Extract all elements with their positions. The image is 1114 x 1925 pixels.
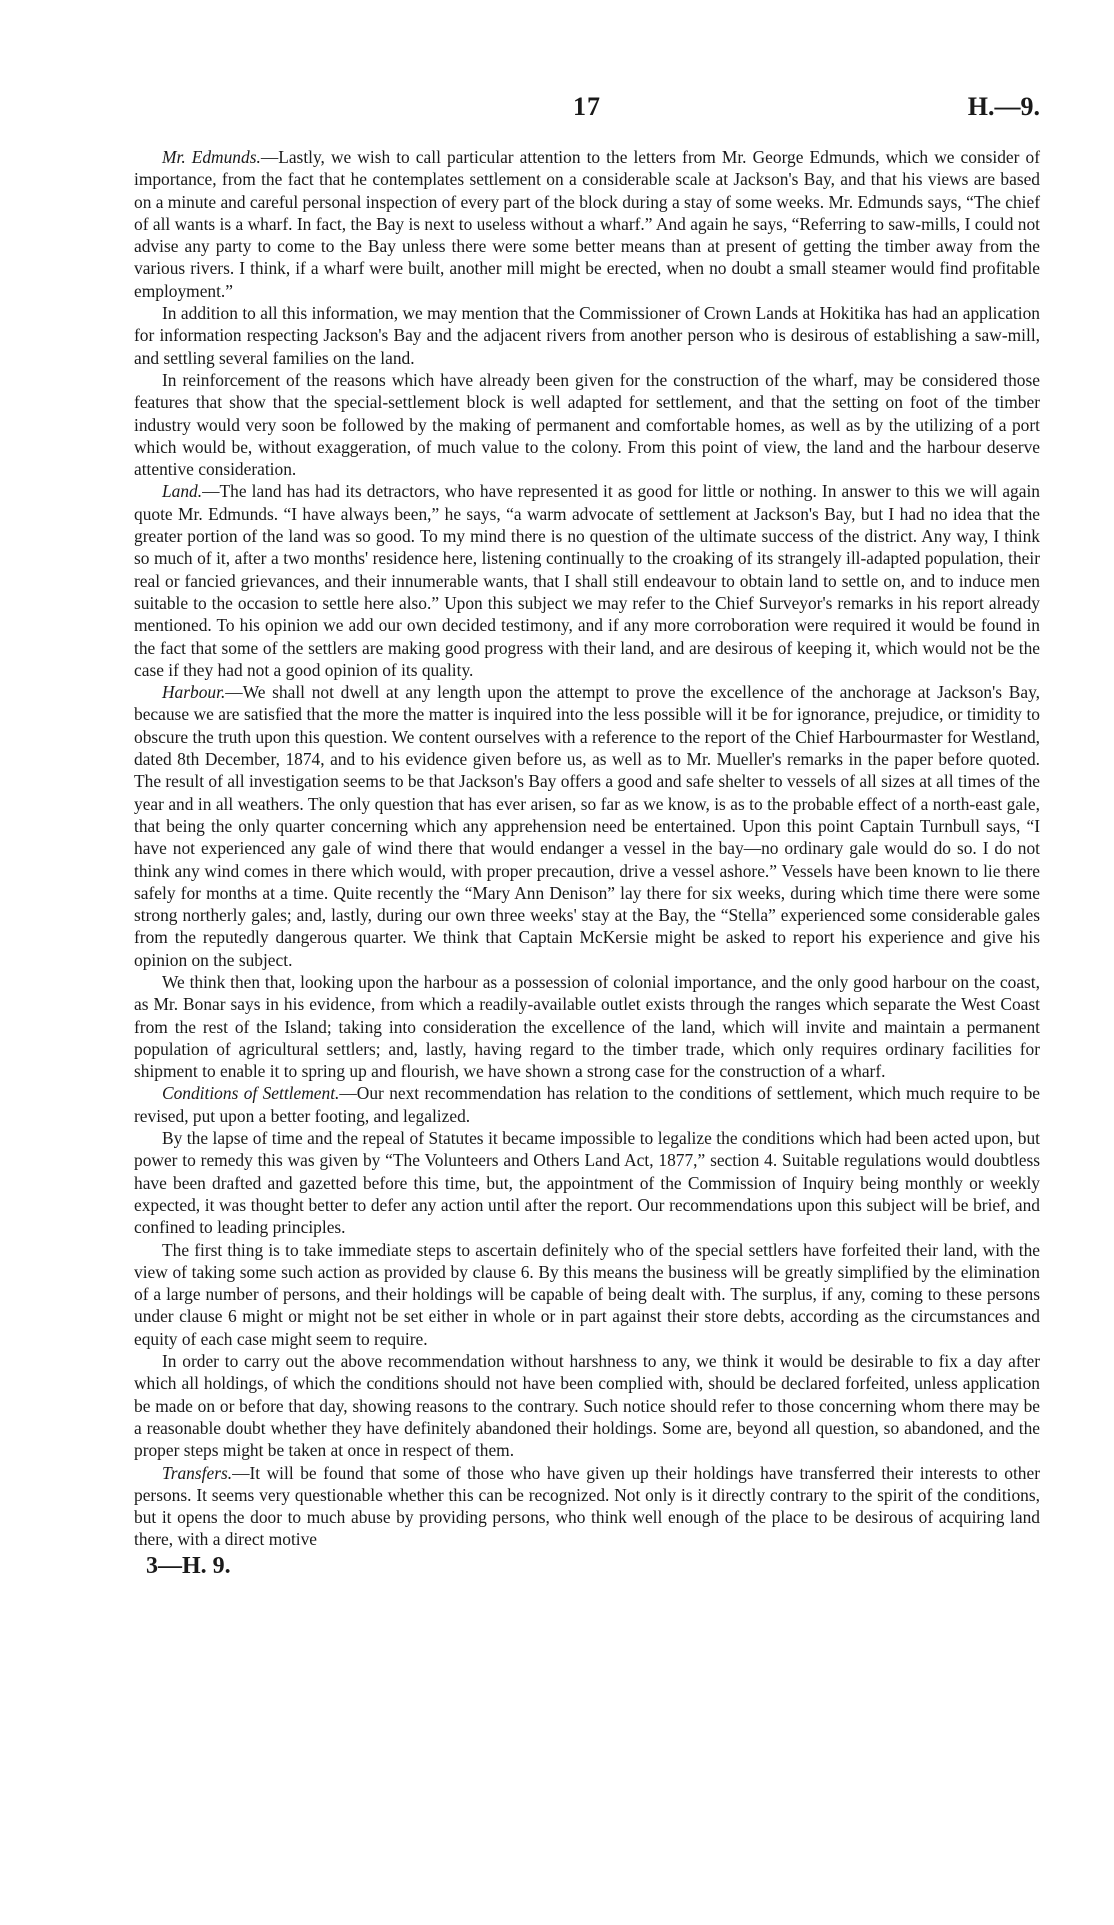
paragraph-lead: Land.: [162, 481, 203, 502]
paragraph-hokitika: [134, 302, 1040, 369]
paragraph-statutes: [134, 1127, 1040, 1238]
paragraph-transfers: [134, 1462, 1040, 1551]
paragraph-text: The first thing is to take immediate steps to ascertain definitely who of the special settlers have forfeited their land, with the view of taking some such action as provided by clause 6. By this means the business will be greatly simplified by the elimination of a large number of persons, and their holdings will be capable of being dealt with. The surplus, if any, coming to these persons under clause 6 might or might not be set either in whole or in part against their store debts, according as the circumstances and equity of each case might seem to require.: [134, 1239, 1040, 1349]
paragraph-text: —Our next recommendation has relation to the conditions of settlement, which much require to be revised, put upon a better footing, and legalized.: [134, 1083, 1040, 1126]
paragraph-lead: Harbour.: [162, 682, 226, 703]
paragraph-forfeiture: [134, 1239, 1040, 1350]
paragraph-text: We think then that, looking upon the harbour as a possession of colonial importance, and the only good harbour on the coast, as Mr. Bonar says in his evidence, from which a readily-available outlet exists through the ranges which separate the West Coast from the rest of the Island; taking into consideration the excellence of the land, which will invite and maintain a permanent population of agricultural settlers; and, lastly, having regard to the timber trade, which only requires ordinary facilities for shipment to enable it to spring up and flourish, we have shown a strong case for the construction of a wharf.: [134, 971, 1040, 1082]
paragraph-land: [134, 480, 1040, 681]
paragraph-lead: Conditions of Settlement.: [162, 1083, 340, 1104]
page-header: [134, 92, 1040, 128]
document-reference: H.—9.: [967, 92, 1040, 121]
printer-signature: 3—H. 9.: [146, 1552, 231, 1579]
page-number: 17: [573, 92, 601, 121]
paragraph-lead: Transfers.: [162, 1462, 233, 1483]
paragraph-text: —The land has had its detractors, who have represented it as good for little or nothing. In answer to this we will again quote Mr. Edmunds. “I have always been,” he says, “a warm advocate of settlement at Jackson's Bay, but I had no idea that the greater portion of the land was so good. To my mind there is no question of the ultimate success of the district. Any way, I think so much of it, after a two months' residence here, listening continually to the croaking of its strangely ill-adapted population, their real or fancied grievances, and their innumerable wants, that I shall still endeavour to obtain land to settle on, and to induce men suitable to the occasion to settle here also.” Upon this subject we may refer to the Chief Surveyor's remarks in his report already mentioned. To his opinion we add our own decided testimony, and if any more corroboration were required it would be found in the fact that some of the settlers are making good progress with their land, and are desirous of keeping it, which would not be the case if they had not a good opinion of its quality.: [134, 481, 1040, 680]
paragraph-text: —It will be found that some of those who have given up their holdings have transferred their interests to other persons. It seems very questionable whether this can be recognized. Not only is it directly contrary to the spirit of the conditions, but it opens the door to much abuse by providing persons, who think well enough of the place to be desirous of acquiring land there, with a direct motive: [134, 1462, 1040, 1550]
paragraph-text: In order to carry out the above recommendation without harshness to any, we think it would be desirable to fix a day after which all holdings, of which the conditions should not have been complied with, should be declared forfeited, unless application be made on or before that day, showing reasons to the contrary. Such notice should refer to those concerning whom there may be a reasonable doubt whether they have definitely abandoned their holdings. Some are, beyond all question, so abandoned, and the proper steps might be taken at once in respect of them.: [134, 1351, 1040, 1461]
paragraph-text: In reinforcement of the reasons which have already been given for the construction of the wharf, may be considered those features that show that the special-settlement block is well adapted for settlement, and that the setting on foot of the timber industry would very soon be followed by the making of permanent and comfortable homes, as well as by the utilizing of a port which would be, without exaggeration, of much value to the colony. From this point of view, the land and the harbour deserve attentive consideration.: [134, 369, 1040, 480]
paragraph-wharf-case: [134, 971, 1040, 1082]
paragraph-harbour: [134, 681, 1040, 971]
paragraph-conditions: [134, 1082, 1040, 1127]
body-text: [134, 146, 1040, 1551]
document-page: [134, 92, 1040, 1580]
paragraph-text: —Lastly, we wish to call particular attention to the letters from Mr. George Edmunds, which we consider of importance, from the fact that he contemplates settlement on a considerable scale at Jackson's Bay, and that his views are based on a minute and careful personal inspection of every part of the block during a stay of some weeks. Mr. Edmunds says, “The chief of all wants is a wharf. In fact, the Bay is next to useless without a wharf.” And again he says, “Referring to saw-mills, I could not advise any party to come to the Bay unless there were some better means than at present of getting the timber away from the various rivers. I think, if a wharf were built, another mill might be erected, when no doubt a small steamer would find profitable employment.”: [134, 147, 1040, 301]
paragraph-reinforcement: [134, 369, 1040, 480]
paragraph-notice: [134, 1350, 1040, 1461]
paragraph-text: —We shall not dwell at any length upon the attempt to prove the excellence of the anchorage at Jackson's Bay, because we are satisfied that the more the matter is inquired into the less possible will it be for ignorance, prejudice, or timidity to obscure the truth upon this question. We content ourselves with a reference to the report of the Chief Harbourmaster for Westland, dated 8th December, 1874, and to his evidence given before us, as well as to Mr. Mueller's remarks in the paper before quoted. The result of all investigation seems to be that Jackson's Bay offers a good and safe shelter to vessels of all sizes at all times of the year and in all weathers. The only question that has ever arisen, so far as we know, is as to the probable effect of a north-east gale, that being the only quarter concerning which any apprehension need be entertained. Upon this point Captain Turnbull says, “I have not experienced any gale of wind there that would endanger a vessel in the bay—no ordinary gale would do so. I do not think any wind comes in there which would, with proper precaution, drive a vessel ashore.” Vessels have been known to lie there safely for months at a time. Quite recently the “Mary Ann Denison” lay there for six weeks, during which time there were some strong northerly gales; and, lastly, during our own three weeks' stay at the Bay, the “Stella” experienced some considerable gales from the reputedly dangerous quarter. We think that Captain McKersie might be asked to report his experience and give his opinion on the subject.: [134, 682, 1040, 970]
paragraph-lead: Mr. Edmunds.: [162, 147, 261, 167]
paragraph-text: In addition to all this information, we may mention that the Commissioner of Crown Lands at Hokitika has had an application for information respecting Jackson's Bay and the adjacent rivers from another person who is desirous of establishing a saw-mill, and settling several families on the land.: [134, 303, 1040, 368]
paragraph-edmunds: [134, 146, 1040, 302]
paragraph-text: By the lapse of time and the repeal of Statutes it became impossible to legalize the conditions which had been acted upon, but power to remedy this was given by “The Volunteers and Others Land Act, 1877,” section 4. Suitable regulations would doubtless have been drafted and gazetted before this time, but, the appointment of the Commission of Inquiry being monthly or weekly expected, it was thought better to defer any action until after the report. Our recommendations upon this subject will be brief, and confined to leading principles.: [134, 1128, 1040, 1238]
